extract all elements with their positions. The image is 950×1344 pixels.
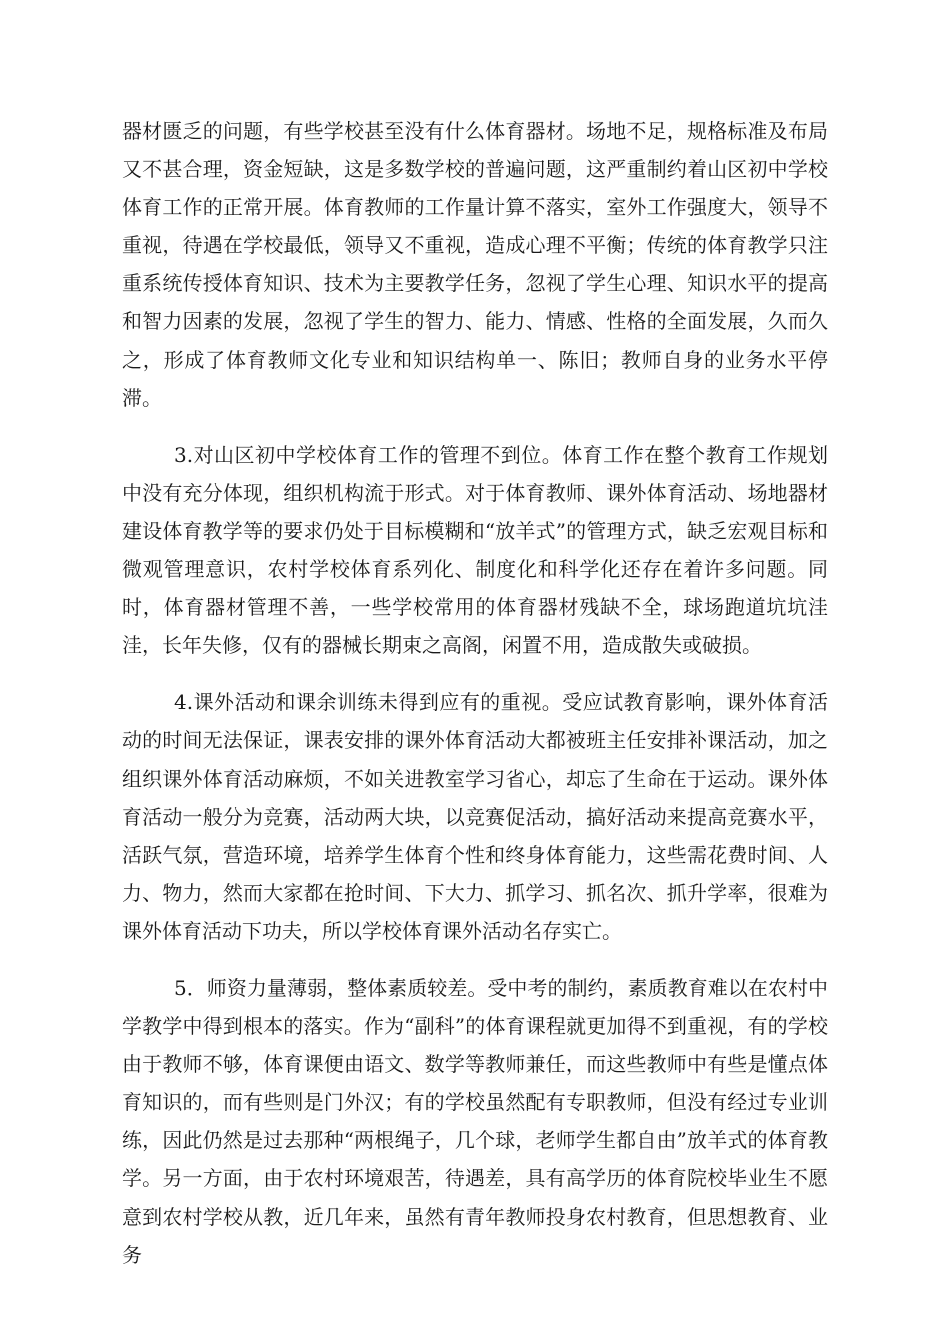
paragraph-item-4: 4.课外活动和课余训练未得到应有的重视。受应试教育影响，课外体育活动的时间无法保证，课表安排的课外体育活动大都被班主任安排补课活动，加之组织课外体育活动麻烦，不如关进教室学习省心，却忘了生命在于运动。课外体育活动一般分为竞赛，活动两大块，以竞赛促活动，搞好活动来提高竞赛水平，活跃气氛，营造环境，培养学生体育个性和终身体育能力，这些需花费时间、人力、物力，然而大家都在抢时间、下大力、抓学习、抓名次、抓升学率，很难为课外体育活动下功夫，所以学校体育课外活动名存实亡。 xyxy=(122,690,828,943)
paragraph-item-5: 5．师资力量薄弱，整体素质较差。受中考的制约，素质教育难以在农村中学教学中得到根本的落实。作为“副科”的体育课程就更加得不到重视，有的学校由于教师不够，体育课便由语文、数学等教师兼任，而这些教师中有些是懂点体育知识的，而有些则是门外汉；有的学校虽然配有专职教师，但没有经过专业训练，因此仍然是过去那种“两根绳子，几个球，老师学生都自由”放羊式的体育教学。另一方面，由于农村环境艰苦，待遇差，具有高学历的体育院校毕业生不愿意到农村学校从教，近几年来，虽然有青年教师投身农村教育，但思想教育、业务 xyxy=(122,975,828,1267)
document-body xyxy=(122,112,828,1293)
paragraph-item-3: 3.对山区初中学校体育工作的管理不到位。体育工作在整个教育工作规划中没有充分体现，组织机构流于形式。对于体育教师、课外体育活动、场地器材建设体育教学等的要求仍处于目标模糊和“放羊式”的管理方式，缺乏宏观目标和微观管理意识，农村学校体育系列化、制度化和科学化还存在着许多问题。同时，体育器材管理不善，一些学校常用的体育器材残缺不全，球场跑道坑坑洼洼，长年失修，仅有的器械长期束之高阁，闲置不用，造成散失或破损。 xyxy=(122,442,828,658)
paragraph-continuation: 器材匮乏的问题，有些学校甚至没有什么体育器材。场地不足，规格标准及布局又不甚合理，资金短缺，这是多数学校的普遍问题，这严重制约着山区初中学校体育工作的正常开展。体育教师的工作量计算不落实，室外工作强度大，领导不重视，待遇在学校最低，领导又不重视，造成心理不平衡；传统的体育教学只注重系统传授体育知识、技术为主要教学任务，忽视了学生心理、知识水平的提高和智力因素的发展，忽视了学生的智力、能力、情感、性格的全面发展，久而久之，形成了体育教师文化专业和知识结构单一、陈旧；教师自身的业务水平停滞。 xyxy=(122,119,828,410)
